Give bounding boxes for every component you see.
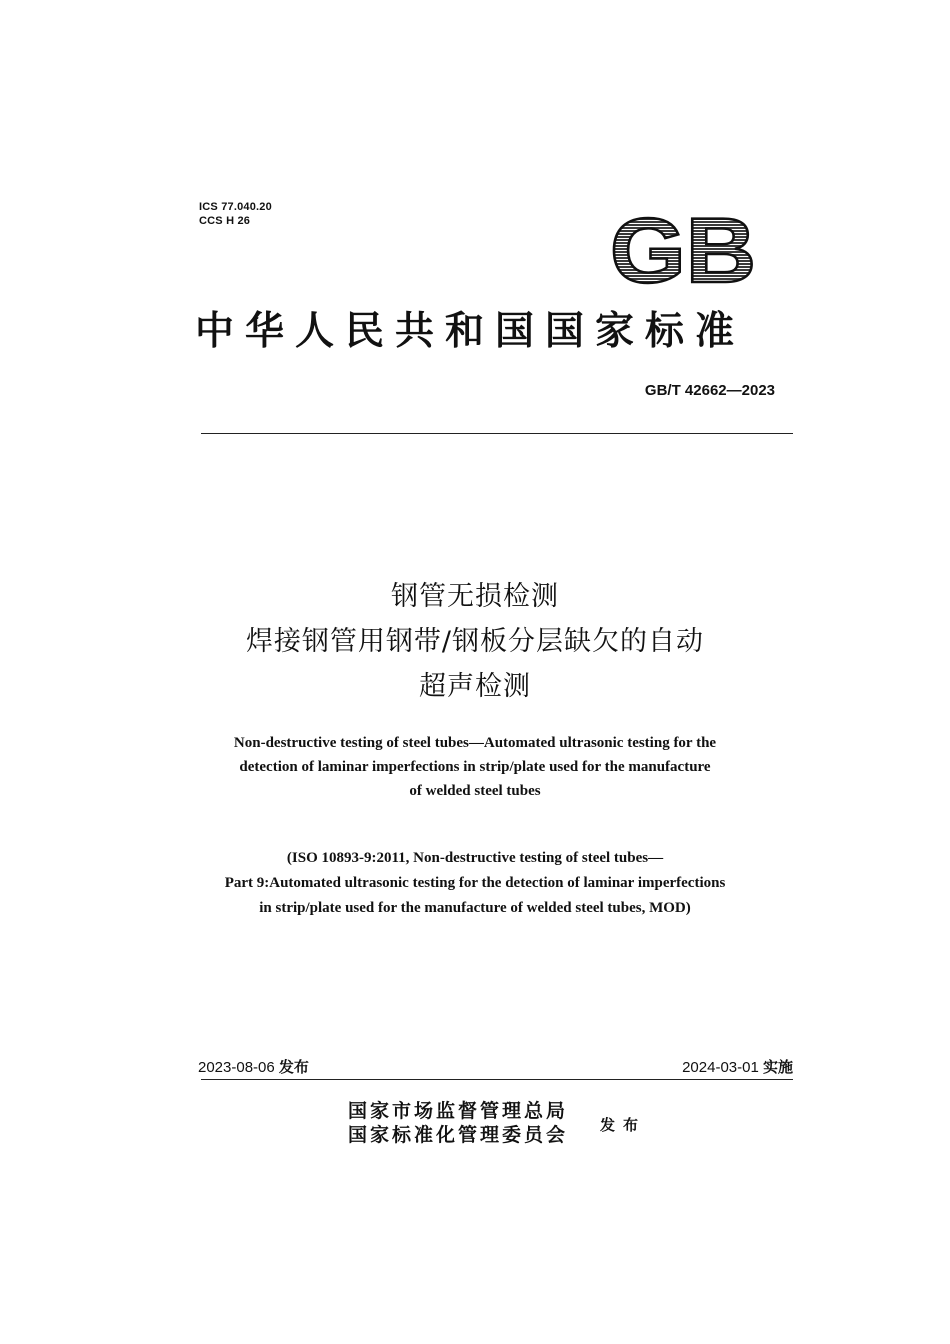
publish-label: 发布 [600,1116,647,1134]
iso-reference [0,846,950,921]
issuer-line-2: 国家标准化管理委员会 [348,1124,569,1146]
implementation-date [682,1056,793,1077]
implementation-date-label: 实施 [762,1058,793,1076]
header-divider [201,433,793,434]
ics-code: ICS 77.040.20 [199,201,272,213]
title-en-line-2: detection of laminar imperfections in strip/plate used for the manufacture [239,759,711,775]
title-en-line-1: Non-destructive testing of steel tubes—Automated ultrasonic testing for the [233,735,717,751]
ccs-code: CCS H 26 [199,215,251,227]
title-cn-line-2: 焊接钢管用钢带/钢板分层缺欠的自动 [245,626,705,657]
issue-date-label: 发布 [278,1058,309,1076]
title-cn-line-3: 超声检测 [419,671,531,702]
national-standard-title: 中华人民共和国国家标准 [195,308,746,354]
issuing-authorities [348,1099,568,1147]
iso-reference-line-2: Part 9:Automated ultrasonic testing for the detection of laminar imperfections [224,875,726,891]
issue-date-value: 2023-08-06 [198,1059,275,1076]
title-cn-line-1: 钢管无损检测 [391,581,559,612]
iso-reference-line-3: in strip/plate used for the manufacture of welded steel tubes, MOD) [259,900,691,916]
implementation-date-value: 2024-03-01 [682,1059,759,1076]
gb-logo-text: GB [610,208,756,290]
classification-codes [199,200,272,228]
title-chinese [0,574,950,709]
issue-date [198,1056,309,1077]
gb-logo [608,208,760,290]
title-english [0,731,950,803]
footer-divider [201,1079,793,1080]
title-en-line-3: of welded steel tubes [409,783,541,799]
iso-reference-line-1: (ISO 10893-9:2011, Non-destructive testing of steel tubes— [286,850,664,866]
standard-number: GB/T 42662—2023 [644,382,775,399]
issuer-line-1: 国家市场监督管理总局 [348,1100,569,1122]
